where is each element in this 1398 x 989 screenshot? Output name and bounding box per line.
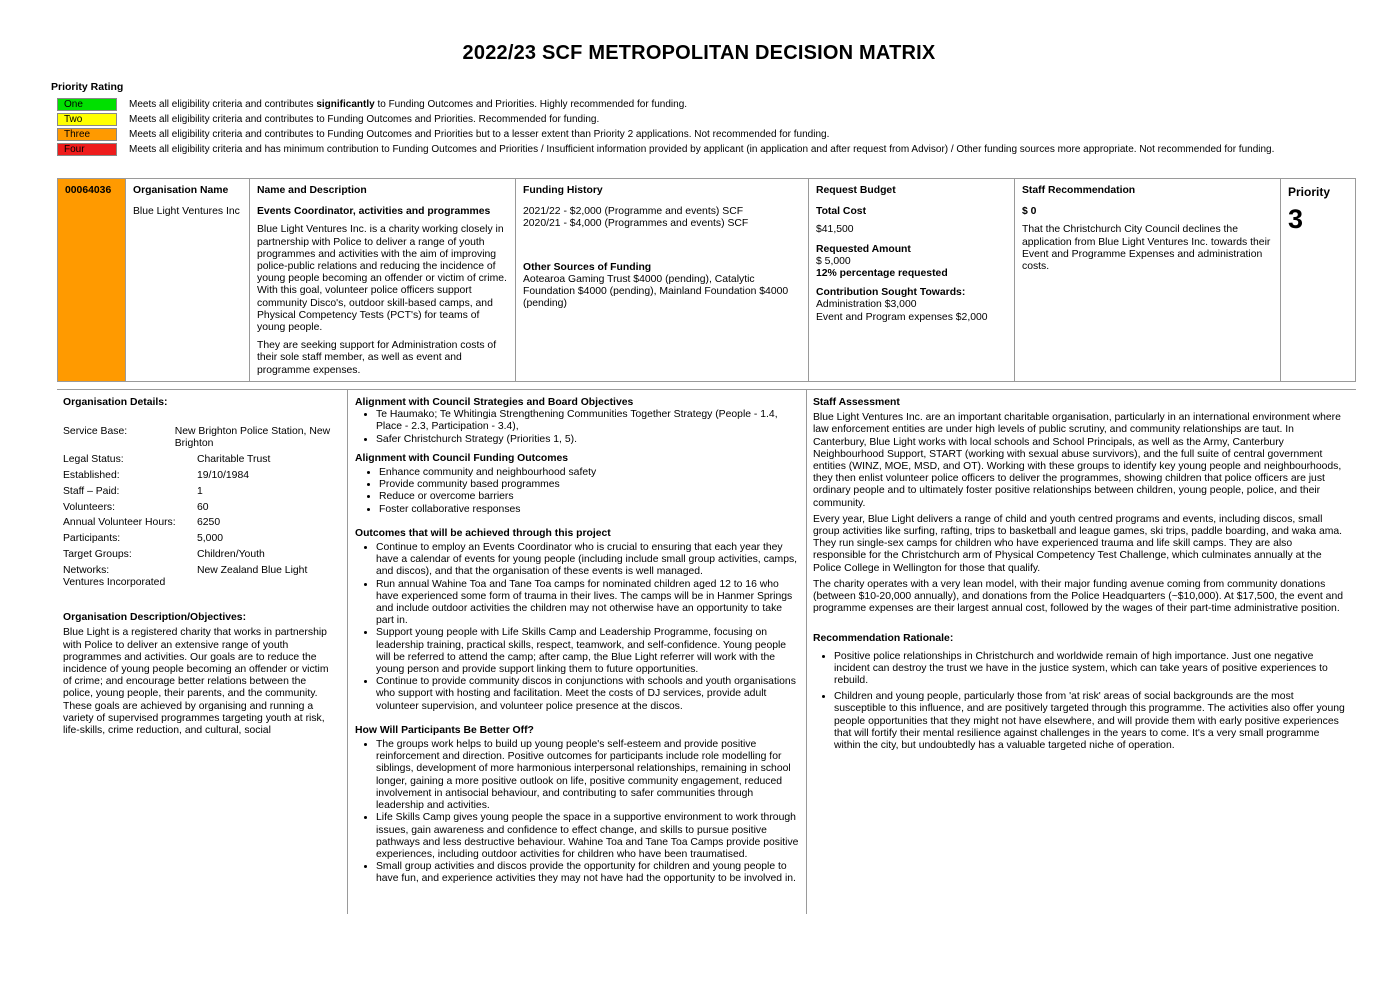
- priority-description-text: to Funding Outcomes and Priorities. Highly recommended for funding.: [374, 98, 688, 110]
- org-detail-row: [63, 426, 339, 450]
- funding-history-header: Funding History: [523, 185, 603, 196]
- requested-amount: $ 5,000: [816, 255, 851, 267]
- org-detail-row: [63, 517, 339, 529]
- funding-history-item: 2021/22 - $2,000 (Programme and events) SCF: [523, 206, 744, 218]
- funding-outcomes-list: [355, 467, 800, 516]
- org-detail-value: 5,000: [197, 533, 224, 545]
- priority-swatch: Three: [57, 128, 117, 141]
- org-detail-value: Children/Youth: [197, 548, 265, 560]
- org-detail-value: New Zealand Blue Light: [197, 564, 308, 576]
- funding-outcome-item: • Enhance community and neighbourhood safety: [379, 467, 800, 479]
- staff-assessment-paragraph: Blue Light Ventures Inc. are an important charitable organisation, particularly in an international environment where law enforcement entities are under high levels of public scrutiny, and community relationships are taut. In Canterbury, Blue Light works with local schools and School Principals, as well as the Army, Canterbury Neighbourhood Support, START (working with sexual abuse survivors), and the full suite of central government entities (WINZ, MOE, MSD, and OT). Working with these groups to identify key young people and neighbourhoods, they then enlist volunteer police officers to deliver the programmes, showing children that police officers are just ordinary people and to ultimately foster positive relationships between children, young people, police, and their community.: [813, 412, 1342, 509]
- rationale-list: [813, 651, 1345, 753]
- org-name: Blue Light Ventures Inc: [133, 206, 240, 218]
- column-divider: [806, 390, 807, 914]
- priority-description: [129, 99, 687, 110]
- priority-swatch: Two: [57, 113, 117, 126]
- org-detail-row: [63, 454, 339, 466]
- org-detail-key: Service Base:: [63, 426, 128, 438]
- achieved-item: • Support young people with Life Skills Camp and Leadership Programme, focusing on leadership training, practical skills, respect, teamwork, and self-confidence. Young people will be referred to attend the camp; after camp, the Blue Light referrer will work with the young person and provide support linking them to future opportunities.: [376, 627, 800, 676]
- org-detail-value: 1: [197, 485, 203, 497]
- application-id-cell: [58, 179, 125, 381]
- org-detail-key: Staff – Paid:: [63, 485, 120, 497]
- staff-assessment-paragraph: Every year, Blue Light delivers a range of child and youth centred programs and events, including discos, small group activities like surfing, rafting, trips to basketball and league games, ski trips, paddle boarding, and waka ama. They run single-sex camps for children who have experienced trauma and life skill camps. They are also responsible for the Christchurch arm of Physical Competency Test Challenge, which culminates annually at the Police College in Wellington for those that qualify.: [813, 513, 1343, 574]
- strategy-item: • Te Haumako; Te Whitingia Strengthening Communities Together Strategy (People - 1.4, Place - 2.3, Participation - 3.4),: [376, 409, 800, 433]
- achieved-list: [355, 542, 800, 713]
- org-detail-key: Legal Status:: [63, 454, 124, 466]
- alignment-section: [355, 390, 800, 886]
- staff-recommendation-cell: [1014, 179, 1281, 381]
- org-detail-value: 60: [197, 501, 209, 513]
- org-details-list: [63, 426, 339, 561]
- priority-rating-row: [57, 142, 1274, 156]
- rationale-item: • Positive police relationships in Christchurch and worldwide remain of high importance. Just one negative incident can destroy the trust we have in the justice system, which can take years of positive experiences to rebuild.: [834, 651, 1345, 688]
- staff-recommendation-header: Staff Recommendation: [1022, 185, 1136, 196]
- percentage-requested: 12% percentage requested: [816, 268, 948, 280]
- staff-assessment-paragraph: The charity operates with a very lean model, with their major funding avenue coming from community donations (between $10-20,000 annually), and donations from the Police Headquarters (~$10,000). At $17,500, the event and programme expenses are their largest annual cost, followed by the wages of their part-time administrative position.: [813, 578, 1343, 615]
- achieved-item: • Continue to provide community discos in conjunctions with schools and youth organisations who support with hosting and facilitation. Meet the costs of DJ services, provide adult volunteer supervision, and volunteer police presence at the discos.: [376, 676, 800, 713]
- org-detail-row: [63, 486, 339, 498]
- better-off-heading: How Will Participants Be Better Off?: [355, 724, 534, 736]
- org-detail-row: [63, 565, 339, 577]
- page-title: 2022/23 SCF METROPOLITAN DECISION MATRIX: [462, 42, 936, 64]
- project-name: Events Coordinator, activities and programmes: [257, 206, 491, 218]
- org-detail-row: [63, 549, 339, 561]
- org-name-cell: [125, 179, 250, 381]
- priority-value: 3: [1288, 204, 1304, 235]
- name-description-cell: [249, 179, 516, 381]
- better-off-list: [355, 739, 800, 885]
- priority-description-text: Meets all eligibility criteria and has minimum contribution to Funding Outcomes and Priorities / Insufficient information provided by applicant (in application and after request from Advisor) / Other funding sources more appropriate. Not recommended for funding.: [129, 143, 1275, 155]
- org-detail-value-cont: Ventures Incorporated: [63, 576, 166, 588]
- rationale-heading: Recommendation Rationale:: [813, 633, 954, 645]
- other-sources: Aotearoa Gaming Trust $4000 (pending), Catalytic Foundation $4000 (pending), Mainland Foundation $4000 (pending): [523, 273, 789, 310]
- org-description-text: Blue Light is a registered charity that works in partnership with Police to deliver an extensive range of youth programmes and activities. Our goals are to reduce the incidence of young people becoming an offender or victim of crime; and encourage better relations between the police, young people, their parents, and the community. These goals are achieved by organising and running a variety of supervised programmes targeting youth at risk, life-skills, crime reduction, and cultural, social: [63, 627, 329, 737]
- priority-description-text: Meets all eligibility criteria and contributes: [129, 98, 317, 110]
- application-id: 00064036: [65, 185, 112, 196]
- priority-description-text: Meets all eligibility criteria and contributes to Funding Outcomes and Priorities. Recommended for funding.: [129, 113, 600, 125]
- other-sources-header: Other Sources of Funding: [523, 261, 652, 273]
- funding-history-cell: [515, 179, 809, 381]
- name-description-header: Name and Description: [257, 185, 367, 196]
- staff-assessment-text: [813, 412, 1345, 615]
- contribution-item: Administration $3,000: [816, 299, 917, 311]
- funding-history-item: 2020/21 - $4,000 (Programmes and events) SCF: [523, 218, 749, 230]
- org-detail-value: Charitable Trust: [197, 454, 271, 466]
- strategies-list: [355, 409, 800, 446]
- funding-outcome-item: • Foster collaborative responses: [379, 504, 800, 516]
- priority-swatch: One: [57, 98, 117, 111]
- better-off-item: • The groups work helps to build up young people's self-esteem and provide positive reinforcement and direction. Positive outcomes for participants include role modelling for siblings, development of more harmonious interpersonal relationships, remaining in school longer, gaining a more positive outlook on life, positive community engagement, reduced involvement in antisocial behaviour, and contributing to safer communities through leadership and activities.: [376, 739, 800, 812]
- priority-rating-row: [57, 112, 599, 126]
- priority-description: [129, 129, 829, 140]
- priority-cell: [1280, 179, 1355, 381]
- org-detail-key: Participants:: [63, 533, 121, 545]
- staff-recommendation-text: That the Christchurch City Council declines the application from Blue Light Ventures Inc. towards their Event and Programme Expenses and administration costs.: [1022, 224, 1271, 273]
- org-detail-row: [63, 533, 339, 545]
- organisation-details: [63, 390, 339, 737]
- org-detail-key: Networks:: [63, 564, 110, 576]
- staff-recommendation-amount: $ 0: [1022, 206, 1037, 218]
- contribution-label: Contribution Sought Towards:: [816, 287, 966, 299]
- org-description-heading: Organisation Description/Objectives:: [63, 612, 247, 624]
- requested-amount-label: Requested Amount: [816, 243, 911, 255]
- org-detail-key: Volunteers:: [63, 501, 115, 513]
- achieved-heading: Outcomes that will be achieved through this project: [355, 527, 611, 539]
- strategy-item: • Safer Christchurch Strategy (Priorities 1, 5).: [376, 434, 800, 446]
- total-cost-label: Total Cost: [816, 206, 867, 218]
- funding-outcome-item: • Provide community based programmes: [379, 479, 800, 491]
- total-cost: $41,500: [816, 224, 854, 236]
- org-detail-row: [63, 502, 339, 514]
- project-request-summary: They are seeking support for Administration costs of their sole staff member, as well as event and programme expenses.: [257, 340, 497, 376]
- achieved-item: • Run annual Wahine Toa and Tane Toa camps for nominated children aged 12 to 16 who have experienced some form of trauma in their lives. The camps will be in Hanmer Springs and include outdoor activities the children may not otherwise have an opportunity to take part in.: [376, 579, 800, 628]
- better-off-item: • Life Skills Camp gives young people the space in a supportive environment to work through issues, gain awareness and confidence to effect change, and skills to pursue positive pathways and less destructive behaviour. Wahine Toa and Tane Toa Camps provide positive experiences, including outdoor activities for children who have been traumatised.: [376, 812, 800, 861]
- org-detail-key: Established:: [63, 470, 120, 481]
- funding-outcomes-heading: Alignment with Council Funding Outcomes: [355, 452, 568, 464]
- project-description: Blue Light Ventures Inc. is a charity working closely in partnership with Police to deliver a range of youth programmes and activities with the aim of improving police-public relations and reducing the incidence of young people becoming an offender or victim of crime. With this goal, volunteer police officers support community Disco's, outdoor skill-based camps, and Physical Competency Tests (PCT's) for teams of young people.: [257, 224, 507, 334]
- priority-header: Priority: [1288, 185, 1331, 199]
- priority-description: [129, 144, 1274, 155]
- staff-assessment-section: [813, 390, 1345, 756]
- priority-rating-heading: Priority Rating: [51, 81, 124, 93]
- priority-swatch: Four: [57, 143, 117, 156]
- rationale-item: • Children and young people, particularly those from 'at risk' areas of social backgrounds are the most susceptible to this influence, and are positively targeted through this programme. The activities also offer young people opportunities that they might not have elsewhere, and will provide them with early positive experiences that will fortify their mental resilience against challenges in the years to come. It's a very small programme within the city, but undoubtedly has a valuable targeted niche of operation.: [834, 691, 1345, 752]
- request-budget-cell: [808, 179, 1015, 381]
- summary-table: [57, 178, 1356, 382]
- staff-assessment-heading: Staff Assessment: [813, 397, 900, 408]
- org-detail-key: Annual Volunteer Hours:: [63, 517, 176, 529]
- strategies-heading: Alignment with Council Strategies and Board Objectives: [355, 397, 634, 408]
- org-detail-value: New Brighton Police Station, New Brighton: [174, 426, 331, 450]
- org-details-heading: Organisation Details:: [63, 397, 168, 408]
- org-name-header: Organisation Name: [133, 185, 229, 196]
- priority-description-text: Meets all eligibility criteria and contributes to Funding Outcomes and Priorities but to a lesser extent than Priority 2 applications. Not recommended for funding.: [129, 128, 830, 140]
- funding-outcome-item: • Reduce or overcome barriers: [379, 491, 800, 503]
- priority-description: [129, 114, 599, 125]
- org-detail-row: [63, 470, 339, 482]
- contribution-item: Event and Program expenses $2,000: [816, 311, 988, 323]
- org-detail-value: 6250: [197, 517, 221, 529]
- achieved-item: • Continue to employ an Events Coordinator who is crucial to ensuring that each year they have a calendar of events for young people (including include small group activities, camps, and discos), and that the organisation of these events is well managed.: [376, 542, 800, 579]
- priority-rating-row: [57, 97, 687, 111]
- request-budget-header: Request Budget: [816, 185, 896, 196]
- org-detail-value: 19/10/1984: [197, 470, 250, 481]
- priority-rating-row: [57, 127, 829, 141]
- org-detail-key: Target Groups:: [63, 548, 132, 560]
- better-off-item: • Small group activities and discos provide the opportunity for children and young people to have fun, and experience activities they may not have had the opportunity to be involved in.: [376, 861, 800, 885]
- priority-description-emphasis: significantly: [316, 98, 375, 110]
- column-divider: [347, 390, 348, 914]
